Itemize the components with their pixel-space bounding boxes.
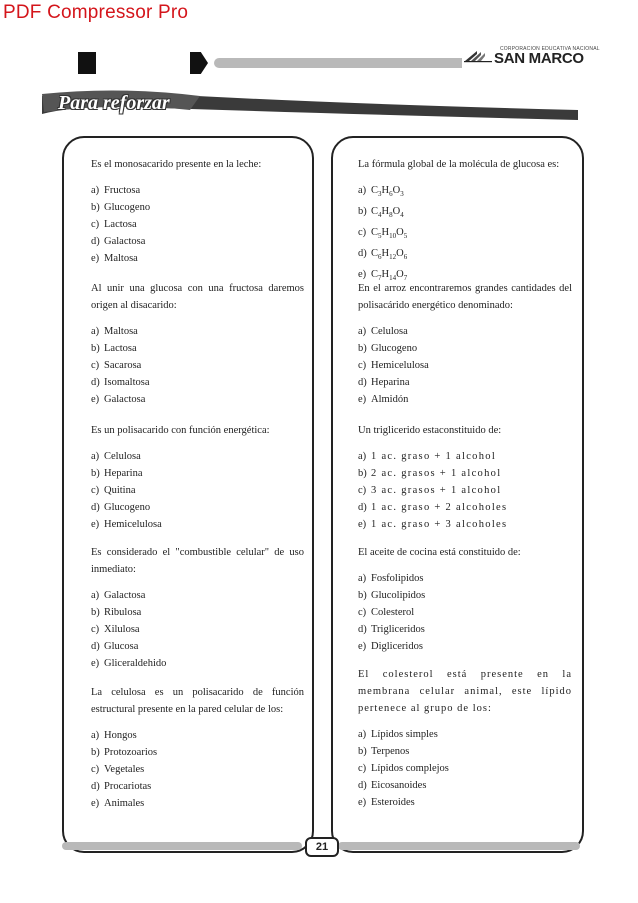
option-a: a) Maltosa: [91, 326, 138, 337]
option-b: b) $C_4H_8O_4$: [358, 206, 404, 220]
option-d: d) Isomaltosa: [91, 377, 150, 388]
footer-line-left: [62, 842, 302, 850]
option-c: c) Sacarosa: [91, 360, 142, 371]
question-stem: En el arroz encontraremos grandes cantidades del polisacárido energético denominado:: [358, 283, 572, 311]
option-b: b) Ribulosa: [91, 607, 142, 618]
question-right-5: [358, 666, 572, 811]
option-e: e) Digliceridos: [358, 641, 423, 652]
option-a: a) Lípidos simples: [358, 729, 438, 740]
option-c: c) Vegetales: [91, 764, 145, 775]
question-left-2: [91, 280, 304, 408]
option-c: c) Lípidos complejos: [358, 763, 449, 774]
option-a: a) Celulosa: [91, 451, 141, 462]
option-a: a) Celulosa: [358, 326, 408, 337]
option-c: c) Hemicelulosa: [358, 360, 429, 371]
brand-name: SAN MARCO: [494, 50, 584, 67]
option-e: e) Almidón: [358, 394, 409, 405]
option-d: d) 1 ac. graso + 2 alcoholes: [358, 502, 508, 513]
option-a: a) $C_3H_6O_3$: [358, 185, 404, 199]
section-title: Para reforzar: [58, 92, 170, 114]
question-stem: Un triglicerido estaconstituido de:: [358, 425, 502, 436]
option-e: e) Gliceraldehido: [91, 658, 167, 669]
question-stem: Es un polisacarido con función energética:: [91, 425, 270, 436]
option-e: e) $C_7H_{14}O_7$: [358, 269, 408, 283]
san-marcos-logo-icon: [463, 49, 493, 63]
question-right-2: [358, 280, 572, 408]
question-stem: La fórmula global de la molécula de glucosa es:: [358, 159, 560, 170]
option-d: d) Trigliceridos: [358, 624, 425, 635]
option-d: d) Galactosa: [91, 236, 146, 247]
option-b: b) Protozoarios: [91, 747, 158, 758]
option-d: d) Eicosanoides: [358, 780, 427, 791]
question-left-3: [91, 422, 304, 533]
option-a: a) Hongos: [91, 730, 137, 741]
footer-line-right: [338, 842, 580, 850]
option-a: a) 1 ac. graso + 1 alcohol: [358, 451, 497, 462]
question-left-1: [91, 156, 304, 267]
question-stem: Es el monosacarido presente en la leche:: [91, 159, 262, 170]
option-b: b) Glucolipidos: [358, 590, 426, 601]
question-stem: Al unir una glucosa con una fructosa daremos origen al disacarido:: [91, 283, 304, 311]
question-stem: La celulosa es un polisacarido de función estructural presente en la pared celular de los:: [91, 687, 304, 715]
option-d: d) $C_6H_{12}O_6$: [358, 248, 408, 262]
option-b: b) Glucogeno: [358, 343, 418, 354]
option-a: a) Fosfolipidos: [358, 573, 424, 584]
option-b: b) Heparina: [91, 468, 143, 479]
page-number: 21: [305, 837, 339, 857]
option-e: e) Hemicelulosa: [91, 519, 162, 530]
question-stem: El aceite de cocina está constituido de:: [358, 547, 521, 558]
header-black-tab-left: [78, 52, 96, 74]
option-e: e) 1 ac. graso + 3 alcoholes: [358, 519, 508, 530]
watermark-text: PDF Compressor Pro: [3, 2, 189, 23]
option-b: b) Glucogeno: [91, 202, 151, 213]
option-d: d) Procariotas: [91, 781, 152, 792]
option-c: c) Xilulosa: [91, 624, 140, 635]
option-b: b) Lactosa: [91, 343, 137, 354]
option-b: b) Terpenos: [358, 746, 410, 757]
header-black-arrow: [190, 52, 208, 74]
option-d: d) Glucosa: [91, 641, 139, 652]
option-d: d) Glucogeno: [91, 502, 151, 513]
question-right-4: [358, 544, 572, 655]
question-stem: Es considerado el "combustible celular" de uso inmediato:: [91, 547, 304, 575]
question-right-3: [358, 422, 572, 533]
option-c: c) 3 ac. grasos + 1 alcohol: [358, 485, 502, 496]
question-right-1: [358, 156, 572, 287]
option-a: a) Fructosa: [91, 185, 141, 196]
option-e: e) Galactosa: [91, 394, 146, 405]
option-a: a) Galactosa: [91, 590, 146, 601]
option-c: c) Quitina: [91, 485, 136, 496]
question-left-5: [91, 684, 304, 812]
option-b: b) 2 ac. grasos + 1 alcohol: [358, 468, 502, 479]
option-c: c) Colesterol: [358, 607, 415, 618]
option-e: e) Animales: [91, 798, 145, 809]
option-e: e) Esteroides: [358, 797, 415, 808]
question-stem: El colesterol está presente en la membrana celular animal, este lípido pertenece al grupo de los:: [358, 669, 572, 714]
option-c: c) $C_5H_{10}O_5$: [358, 227, 408, 241]
question-left-4: [91, 544, 304, 672]
brand-subtitle: CORPORACION EDUCATIVA NACIONAL: [500, 46, 600, 52]
option-c: c) Lactosa: [91, 219, 137, 230]
option-d: d) Heparina: [358, 377, 410, 388]
option-e: e) Maltosa: [91, 253, 138, 264]
